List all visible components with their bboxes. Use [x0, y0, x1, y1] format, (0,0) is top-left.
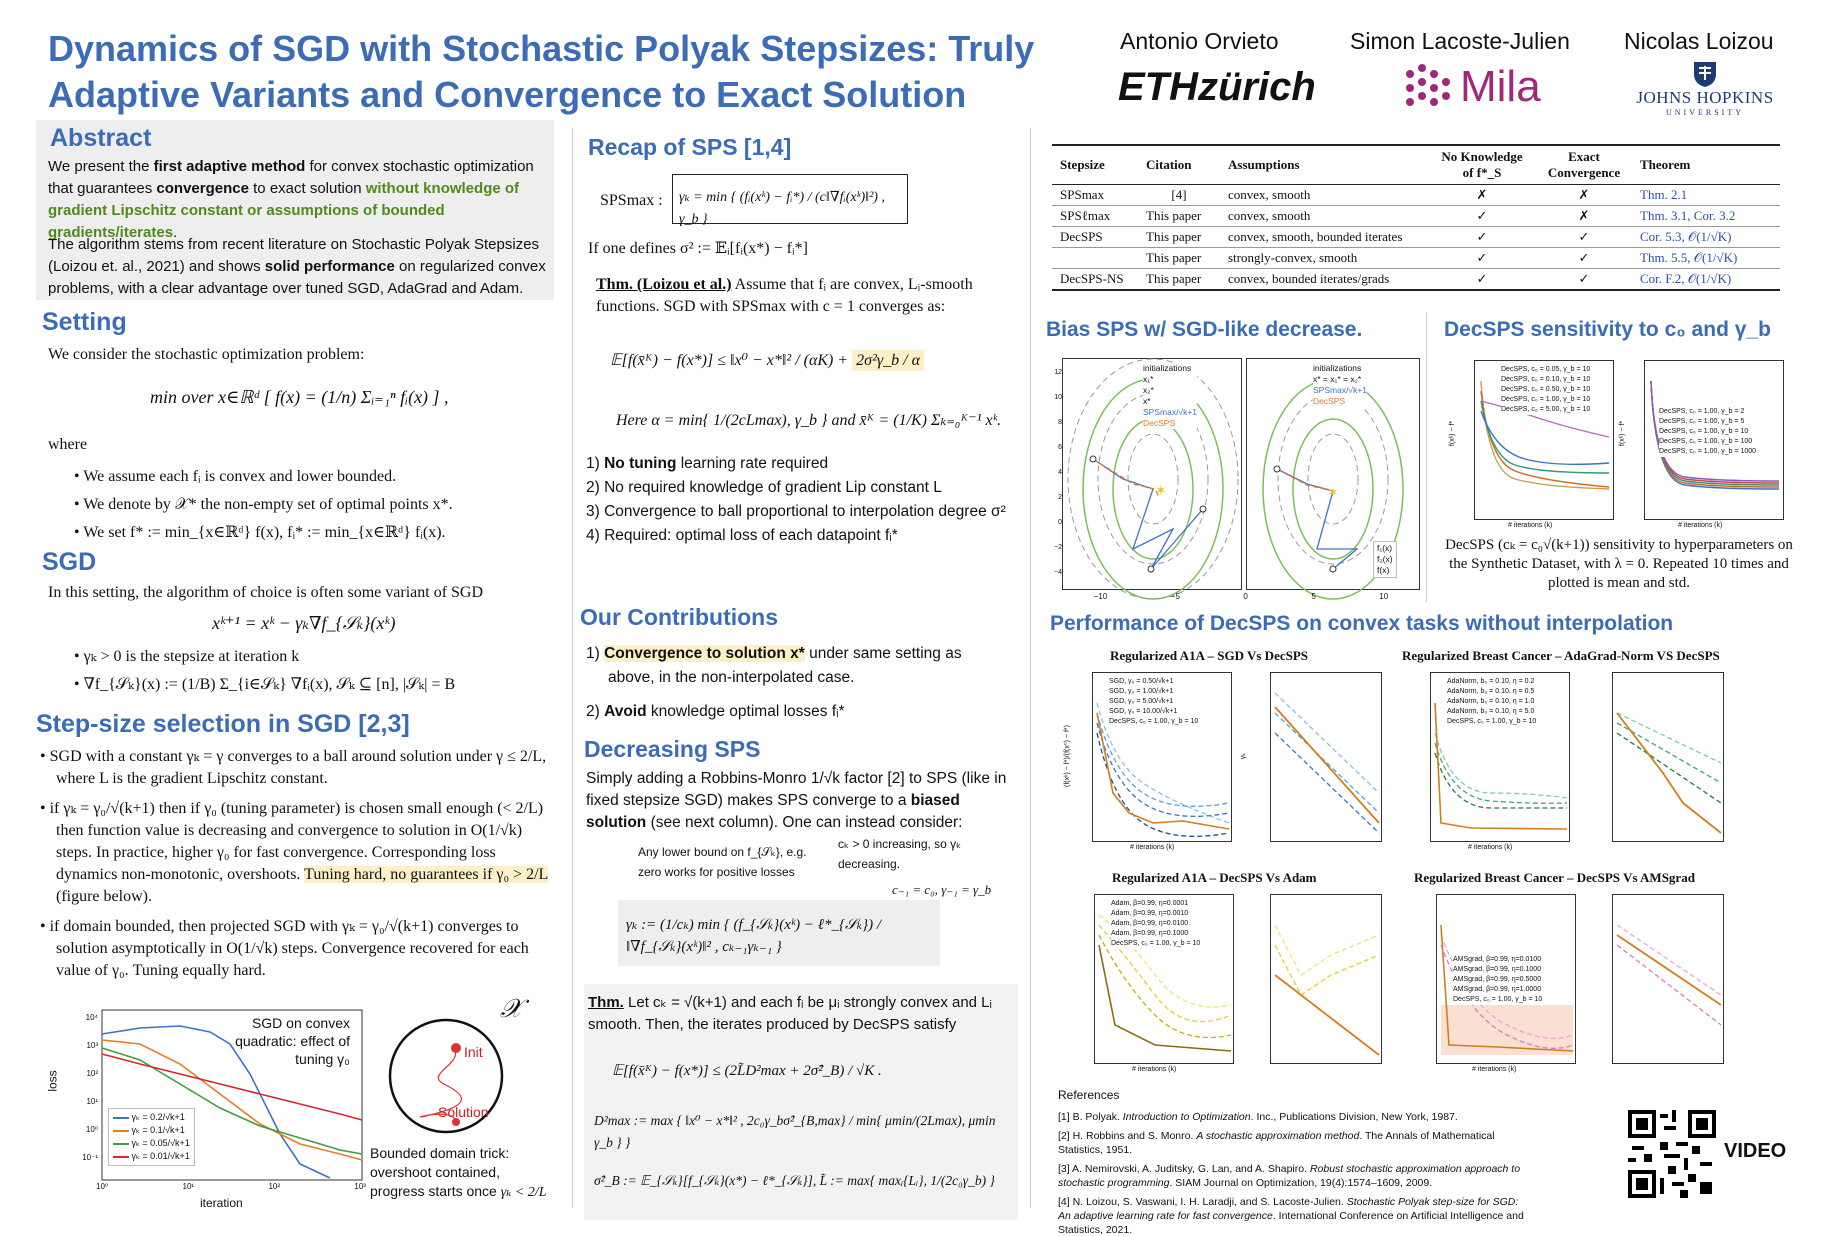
alpha-definition: Here α = min{ 1/(2cLmax), γ_b } and x̄ᴷ = (1/K) Σₖ₌₀ᴷ⁻¹ xᵏ.	[616, 412, 1002, 429]
xtick: 10	[1379, 592, 1389, 601]
legend-entry: SPSmax/√k+1	[1313, 385, 1368, 395]
references-heading: References	[1058, 1088, 1120, 1102]
recap-list	[586, 452, 1006, 548]
ytick: 10	[1054, 394, 1062, 401]
abstract-para-2: The algorithm stems from recent literature on Stochastic Polyak Stepsizes (Loizou et. al., 2021) and shows solid performance on regularized convex problems, with a clear advantage over tuned SGD, AdaGrad and Adam.	[48, 236, 546, 297]
legend-entry: AdaNorm, b₀ = 0.10, η = 1.0	[1447, 698, 1535, 705]
legend-entry: initializations	[1313, 363, 1362, 373]
bias-yticks	[1052, 360, 1062, 585]
sens-left-xlabel: # iterations (k)	[1508, 522, 1553, 529]
perf-plot-1-gamma	[1270, 672, 1382, 842]
bounded-domain-svg	[384, 1004, 554, 1144]
comparison-table	[1052, 144, 1780, 291]
bias-left-legend	[1143, 363, 1197, 429]
reference-1: [1] B. Polyak. Introduction to Optimization. Inc., Publications Division, New York, 1987.	[1058, 1111, 1458, 1123]
panel-title-a1a-adam: Regularized A1A – DecSPS Vs Adam	[1112, 870, 1317, 885]
ytick: 10⁰	[85, 1125, 98, 1134]
sgd-formula: xᵏ⁺¹ = xᵏ − γₖ∇f_{𝒮ₖ}(xᵏ)	[212, 613, 396, 633]
table-row: DecSPS-NS This paper convex, bounded iterates/grads ✓ ✓ Cor. F.2, 𝒪(1/√K)	[1052, 269, 1780, 291]
poster-title	[48, 26, 1098, 118]
bias-heading: Bias SPS w/ SGD-like decrease.	[1046, 318, 1363, 341]
legend-entry: Adam, β=0.99, η=0.0001	[1111, 900, 1189, 907]
stepsize-bullet-2: • if γₖ = γ₀/√(k+1) then if γ₀ (tuning parameter) is chosen small enough (< 2/L) then function value is decreasing and convergence to solution in O(1/√k) steps. In practice, higher γ₀ for fast convergence. Corresponding loss dynamics non-monotonic, overshoots. Tuning hard, no guarantees if γ₀ > 2/L (figure below).	[40, 800, 548, 905]
panel-title-bc-amsgrad: Regularized Breast Cancer – DecSPS Vs AMSgrad	[1414, 870, 1695, 885]
svg-text:✶: ✶	[1327, 484, 1339, 500]
contrib-item-1: 1) Convergence to solution x* under same setting as above, in the non-interpolated case.	[586, 645, 962, 686]
recap-item-3: 3) Convergence to ball proportional to interpolation degree σ²	[586, 503, 1006, 520]
legend-entry: DecSPS, c₀ = 5.00, γ_b = 10	[1501, 406, 1591, 413]
video-label[interactable]: VIDEO	[1724, 1140, 1787, 1162]
jhu-logo-text: JOHNS HOPKINS	[1636, 88, 1774, 107]
recap-item-1: 1) No tuning learning rate required	[586, 455, 829, 472]
ytick: 10¹	[86, 1097, 98, 1106]
decsps-theorem-box	[584, 984, 1018, 1220]
perf-1-gamma-svg	[1271, 673, 1383, 843]
reference-4: [4] N. Loizou, S. Vaswani, I. H. Laradji, and S. Lacoste-Julien. Stochastic Polyak step-size for SGD: An adaptive learning rate for fast convergence. International Conference on Artificial Intelligence and Statistics, 2021.	[1058, 1196, 1524, 1236]
sgd-bullet-2: • ∇f_{𝒮ₖ}(x) := (1/B) Σ_{i∈𝒮ₖ} ∇fᵢ(x), 𝒮ₖ ⊆ [n], |𝒮ₖ| = B	[74, 676, 456, 693]
eth-logo	[1118, 64, 1316, 110]
ytick: 8	[1058, 419, 1062, 426]
sens-left-legend	[1501, 365, 1590, 415]
abstract-heading: Abstract	[50, 124, 152, 152]
ytick: 4	[1058, 469, 1062, 476]
perf-2-gamma-svg	[1613, 673, 1725, 843]
perf-3-xlabel: # iterations (k)	[1132, 1066, 1177, 1073]
sps-formula-box: γₖ = min { (fᵢ(xᵏ) − fᵢ*) / (c‖∇fᵢ(xᵏ)‖²) , γ_b }	[672, 174, 908, 224]
legend-entry: DecSPS, c₀ = 1.00, γ_b = 10	[1659, 428, 1749, 435]
eth-logo-text: ETHzürich	[1118, 65, 1316, 109]
perf-plot-3-gamma	[1270, 894, 1382, 1064]
legend-entry: SGD, γ₀ = 10.00/√k+1	[1109, 708, 1178, 715]
stepsize-bullet-3: • if domain bounded, then projected SGD with γₖ = γ₀/√(k+1) converges to solution asymptotically in O(1/√k) steps. Convergence recovered for each value of γ₀. Tuning equally hard.	[40, 918, 529, 979]
ytick: 10³	[86, 1041, 98, 1050]
xtick: −10	[1093, 592, 1108, 601]
author-3: Nicolas Loizou	[1624, 28, 1774, 54]
recap-heading: Recap of SPS [1,4]	[588, 134, 792, 160]
bounded-trick-figure	[370, 994, 554, 1224]
loss-plot-annotation: SGD on convex quadratic: effect of tuning γ₀	[235, 1015, 350, 1067]
svg-text:✶: ✶	[1155, 482, 1167, 498]
legend-entry: DecSPS, c₀ = 1.00, γ_b = 1000	[1659, 448, 1757, 455]
legend-entry: DecSPS, c₀ = 1.00, γ_b = 5	[1659, 418, 1745, 425]
legend-entry: f(x)	[1377, 565, 1390, 575]
loizou-bound: 𝔼[f(x̄ᴷ) − f(x*)] ≤ ‖x⁰ − x*‖² / (αK) + 2σ²γ_b / α	[610, 350, 924, 372]
panel-title-bc-adagrad: Regularized Breast Cancer – AdaGrad-Norm VS DecSPS	[1402, 648, 1720, 663]
legend-entry: Adam, β=0.99, η=0.0010	[1111, 910, 1189, 917]
legend-entry: γₖ = 0.01/√k+1	[113, 1150, 190, 1163]
solution-label: Solution	[438, 1104, 489, 1120]
sigma-definition: If one defines σ² := 𝔼ᵢ[fᵢ(x*) − fᵢ*]	[588, 240, 808, 257]
legend-entry: f₁(x)	[1377, 543, 1393, 553]
legend-entry: x₁*	[1143, 374, 1154, 384]
table-row: SPSℓmax This paper convex, smooth ✓ ✗ Thm. 3.1, Cor. 3.2	[1052, 206, 1780, 227]
legend-entry: AMSgrad, β=0.99, η=0.5000	[1453, 976, 1542, 983]
comparison-table-wrap	[1052, 144, 1780, 291]
legend-entry: γₖ = 0.05/√k+1	[113, 1137, 190, 1150]
perf-plot-4-loss	[1436, 894, 1576, 1064]
loss-plot-ylabel: loss	[45, 1070, 60, 1092]
sens-right-xlabel: # iterations (k)	[1678, 522, 1723, 529]
qr-code-icon	[1628, 1110, 1716, 1198]
table-row: DecSPS This paper convex, smooth, bounded iterates ✓ ✓ Cor. 5.3, 𝒪(1/√K)	[1052, 227, 1780, 248]
ytick: 10²	[86, 1069, 98, 1078]
reference-3: [3] A. Nemirovski, A. Juditsky, G. Lan, and A. Shapiro. Robust stochastic approximation approach to stochastic programming. SIAM Journal on Optimization, 19(4):1574–1609, 2009.	[1058, 1163, 1521, 1189]
loizou-theorem: Thm. (Loizou et al.) Assume that fᵢ are convex, Lᵢ-smooth functions. SGD with SPSmax with c = 1 converges as:	[596, 276, 973, 315]
xtick: 10³	[354, 1182, 366, 1191]
reference-2: [2] H. Robbins and S. Monro. A stochastic approximation method. The Annals of Mathematical Statistics, 1951.	[1058, 1130, 1495, 1156]
sens-left-ylabel: f(xᵏ) − f*	[1449, 420, 1457, 447]
perf-1-gamma-ylabel: γₖ	[1240, 752, 1248, 760]
references-list	[1058, 1110, 1526, 1237]
legend-entry: DecSPS	[1313, 396, 1346, 406]
qr-code[interactable]	[1628, 1110, 1716, 1198]
contrib-item-2: 2) Avoid knowledge optimal losses fᵢ*	[586, 703, 845, 720]
sensitivity-plot-right	[1644, 360, 1784, 520]
sensitivity-plot-left	[1474, 360, 1614, 520]
legend-entry: DecSPS, c₀ = 1.00, γ_b = 10	[1111, 940, 1201, 947]
decsps-note-init: c₋₁ = c₀, γ₋₁ = γ_b	[892, 882, 992, 897]
stepsize-heading: Step-size selection in SGD [2,3]	[36, 710, 410, 738]
abstract-para-1: We present the first adaptive method for convex stochastic optimization that guarantees convergence to exact solution without knowledge of gradient Lipschitz constant or assumptions of bounded gradients/iterates.	[48, 158, 534, 241]
legend-entry: DecSPS	[1143, 418, 1176, 428]
legend-entry: DecSPS, c₀ = 1.00, γ_b = 100	[1659, 438, 1753, 445]
setting-where: where	[48, 436, 88, 453]
dmax-definition: D²max := max { ‖x⁰ − x*‖² , 2c₀γ_bσ̂²_{B,max} / min{ μmin/(2Lmax), μmin γ_b } }	[594, 1113, 996, 1150]
legend-entry: Adam, β=0.99, η=0.1000	[1111, 930, 1189, 937]
xtick: −5	[1170, 592, 1180, 601]
xtick: 10²	[268, 1182, 281, 1191]
ytick: 10⁻¹	[82, 1153, 98, 1162]
xtick: 0	[1243, 592, 1248, 601]
bias-bottom-legend	[1373, 541, 1397, 578]
jhu-shield-icon	[1691, 60, 1719, 88]
panel-title-a1a-sgd: Regularized A1A – SGD Vs DecSPS	[1110, 648, 1309, 663]
performance-heading: Performance of DecSPS on convex tasks without interpolation	[1050, 612, 1674, 635]
setting-bullet-2: • We denote by 𝒳* the non-empty set of optimal points x*.	[74, 496, 453, 513]
ytick: −2	[1054, 544, 1062, 551]
contrib-list	[586, 642, 1006, 724]
sgd-heading: SGD	[42, 548, 97, 576]
author-2: Simon Lacoste-Julien	[1350, 28, 1570, 54]
loss-plot-xticks	[96, 1182, 366, 1191]
legend-entry: DecSPS, c₀ = 0.05, γ_b = 10	[1501, 366, 1591, 373]
sensitivity-caption: DecSPS (cₖ = c₀√(k+1)) sensitivity to hyperparameters on the Synthetic Dataset, with λ = 0. Repeated 10 times and plotted is mean and std.	[1445, 537, 1793, 591]
legend-entry: DecSPS, c₀ = 1.00, γ_b = 2	[1659, 408, 1745, 415]
perf-3-legend	[1111, 899, 1200, 949]
sgd-intro: In this setting, the algorithm of choice is often some variant of SGD	[48, 584, 484, 601]
contrib-heading: Our Contributions	[580, 604, 779, 630]
decsps-note-lowerbound: Any lower bound on f_{𝒮ₖ}, e.g. zero works for positive losses	[638, 845, 807, 879]
jhu-logo	[1630, 60, 1780, 126]
legend-entry: AdaNorm, b₀ = 0.10, η = 0.2	[1447, 678, 1535, 685]
perf-plot-4-gamma	[1612, 894, 1724, 1064]
legend-entry: SGD, γ₀ = 0.50/√k+1	[1109, 678, 1174, 685]
ytick: 6	[1058, 444, 1062, 451]
legend-entry: f₂(x)	[1377, 554, 1393, 564]
legend-entry: x*	[1143, 396, 1151, 406]
table-row: SPSmax [4] convex, smooth ✗ ✗ Thm. 2.1	[1052, 185, 1780, 206]
setting-heading: Setting	[42, 308, 127, 336]
perf-plot-1-loss	[1092, 672, 1232, 842]
legend-entry: AMSgrad, β=0.99, η=0.1000	[1453, 966, 1542, 973]
legend-entry: DecSPS, c₀ = 0.50, γ_b = 10	[1501, 386, 1591, 393]
bias-plot-right	[1246, 358, 1420, 590]
legend-entry: DecSPS, c₀ = 1.00, γ_b = 10	[1447, 718, 1537, 725]
decsps-heading: Decreasing SPS	[584, 736, 761, 762]
decsps-note-increasing: cₖ > 0 increasing, so γₖ decreasing.	[838, 837, 962, 871]
setting-intro: We consider the stochastic optimization problem:	[48, 346, 365, 363]
legend-entry: AMSgrad, β=0.99, η=0.0100	[1453, 956, 1542, 963]
legend-entry: Adam, β=0.99, η=0.0100	[1111, 920, 1189, 927]
setting-bullet-3: • We set f* := min_{x∈ℝᵈ} f(x), fᵢ* := min_{x∈ℝᵈ} fᵢ(x).	[74, 524, 446, 541]
decsps-bound: 𝔼[f(x̄ᴷ) − f(x*)] ≤ (2L̃D²max + 2σ̂²_B) / √K .	[612, 1063, 882, 1079]
ytick: 12	[1054, 369, 1062, 376]
perf-2-xlabel: # iterations (k)	[1468, 844, 1513, 851]
legend-entry: γₖ = 0.2/√k+1	[113, 1111, 190, 1124]
title-line-2: Adaptive Variants and Convergence to Exact Solution	[48, 74, 967, 115]
setting-bullet-1: • We assume each fᵢ is convex and lower bounded.	[74, 468, 397, 485]
perf-1-legend	[1109, 677, 1198, 727]
perf-plot-3-loss	[1094, 894, 1234, 1064]
stepsize-bullet-1: • SGD with a constant γₖ = γ converges to a ball around solution under γ ≤ 2/L, where L is the gradient Lipschitz constant.	[40, 748, 547, 787]
stepsize-bullets	[40, 746, 554, 982]
legend-entry: AdaNorm, b₀ = 0.10, η = 0.5	[1447, 688, 1535, 695]
perf-3-gamma-svg	[1271, 895, 1383, 1065]
legend-entry: initializations	[1143, 363, 1192, 373]
mila-hexagon-icon	[1400, 60, 1456, 114]
legend-entry: AMSgrad, β=0.99, η=1.0000	[1453, 986, 1542, 993]
ytick: 0	[1058, 519, 1062, 526]
perf-2-legend	[1447, 677, 1536, 727]
bias-plot-left	[1062, 358, 1242, 590]
sps-label: SPSmax :	[600, 192, 663, 209]
legend-entry: γₖ = 0.1/√k+1	[113, 1124, 190, 1137]
sgd-bullets	[74, 646, 554, 696]
col-citation: Citation	[1138, 145, 1220, 185]
init-label: Init	[464, 1044, 483, 1060]
col-stepsize: Stepsize	[1052, 145, 1138, 185]
mila-logo-text: Mila	[1460, 62, 1541, 111]
col-theorem: Theorem	[1632, 145, 1780, 185]
xtick: 10⁰	[96, 1182, 109, 1191]
sensitivity-heading: DecSPS sensitivity to c₀ and γ_b	[1444, 318, 1771, 341]
abstract-box	[36, 120, 554, 300]
setting-bullets	[74, 466, 554, 544]
sgd-bullet-1: • γₖ > 0 is the stepsize at iteration k	[74, 648, 300, 665]
decsps-intro: Simply adding a Robbins-Monro 1/√k factor [2] to SPS (like in fixed stepsize SGD) makes SPS converge to a biased solution (see next column). One can instead consider:	[586, 770, 1007, 831]
bounded-trick-caption: Bounded domain trick: overshoot contained, progress starts once γₖ < 2/L	[370, 1145, 547, 1200]
loss-plot	[40, 1004, 370, 1214]
perf-1-xlabel: # iterations (k)	[1130, 844, 1175, 851]
perf-4-legend	[1453, 955, 1542, 1005]
col-no-knowledge: No Knowledge of f*_S	[1428, 145, 1536, 185]
legend-entry: SGD, γ₀ = 5.00/√k+1	[1109, 698, 1174, 705]
setting-formula: min over x∈ℝᵈ [ f(x) = (1/n) Σᵢ₌₁ⁿ fᵢ(x) ] ,	[150, 387, 449, 407]
bias-xticks	[1062, 592, 1420, 601]
legend-entry: SGD, γ₀ = 1.00/√k+1	[1109, 688, 1174, 695]
column-divider-2	[1030, 128, 1031, 1208]
sens-right-ylabel: f(xᵏ) − f*	[1619, 420, 1627, 447]
author-1: Antonio Orvieto	[1120, 28, 1279, 54]
sens-right-legend	[1659, 407, 1756, 457]
loss-plot-xlabel: iteration	[200, 1196, 243, 1210]
legend-entry: DecSPS, c₀ = 0.10, γ_b = 10	[1501, 376, 1591, 383]
ytick: 2	[1058, 494, 1062, 501]
loss-plot-legend	[108, 1108, 195, 1166]
perf-1-loss-ylabel: (f(xᵏ) − f*)/(f(x⁰) − f*)	[1063, 725, 1071, 787]
bias-divider	[1426, 312, 1427, 602]
legend-entry: x* = x₁* = x₂*	[1313, 374, 1362, 384]
bias-right-legend	[1313, 363, 1367, 407]
legend-entry: x₂*	[1143, 385, 1154, 395]
legend-entry: SPSmax/√k+1	[1143, 407, 1198, 417]
legend-entry: DecSPS, c₀ = 1.00, γ_b = 10	[1109, 718, 1199, 725]
loss-plot-yticks	[70, 1004, 98, 1172]
col-exact-convergence: Exact Convergence	[1536, 145, 1632, 185]
legend-entry: AdaNorm, b₀ = 0.10, η = 5.0	[1447, 708, 1535, 715]
legend-entry: DecSPS, c₀ = 1.00, γ_b = 10	[1501, 396, 1591, 403]
decsps-formula-box: γₖ := (1/cₖ) min { (f_{𝒮ₖ}(xᵏ) − ℓ*_{𝒮ₖ}) / ‖∇f_{𝒮ₖ}(xᵏ)‖² , cₖ₋₁γₖ₋₁ }	[618, 900, 940, 966]
jhu-logo-sub: UNIVERSITY	[1666, 108, 1744, 117]
table-header-row	[1052, 145, 1780, 185]
ytick: 10⁴	[85, 1013, 98, 1022]
column-divider-1	[572, 128, 573, 1208]
decsps-theorem: Thm. Let cₖ = √(k+1) and each fᵢ be μᵢ strongly convex and Lᵢ smooth. Then, the iterates produced by DecSPS satisfy	[588, 994, 992, 1033]
xtick: 10¹	[182, 1182, 195, 1191]
perf-4-gamma-svg	[1613, 895, 1725, 1065]
chi-symbol: 𝒳	[500, 994, 523, 1023]
legend-entry: DecSPS, c₀ = 1.00, γ_b = 10	[1453, 996, 1543, 1003]
perf-plot-2-gamma	[1612, 672, 1724, 842]
perf-plot-2-loss	[1430, 672, 1570, 842]
perf-4-xlabel: # iterations (k)	[1472, 1066, 1517, 1073]
ytick: −4	[1054, 569, 1062, 576]
xtick: 5	[1311, 592, 1316, 601]
mila-logo	[1400, 60, 1600, 116]
col-assumptions: Assumptions	[1220, 145, 1428, 185]
recap-item-2: 2) No required knowledge of gradient Lip constant L	[586, 479, 942, 496]
recap-item-4: 4) Required: optimal loss of each datapoint fᵢ*	[586, 527, 898, 544]
sigma-hat-definition: σ̂²_B := 𝔼_{𝒮ₖ}[f_{𝒮ₖ}(x*) − ℓ*_{𝒮ₖ}], L̃ := max{ maxᵢ{Lᵢ}, 1/(2c₀γ_b) }	[594, 1173, 995, 1188]
title-line-1: Dynamics of SGD with Stochastic Polyak Stepsizes: Truly	[48, 28, 1035, 69]
table-row: This paper strongly-convex, smooth ✓ ✓ Thm. 5.5, 𝒪(1/√K)	[1052, 248, 1780, 269]
